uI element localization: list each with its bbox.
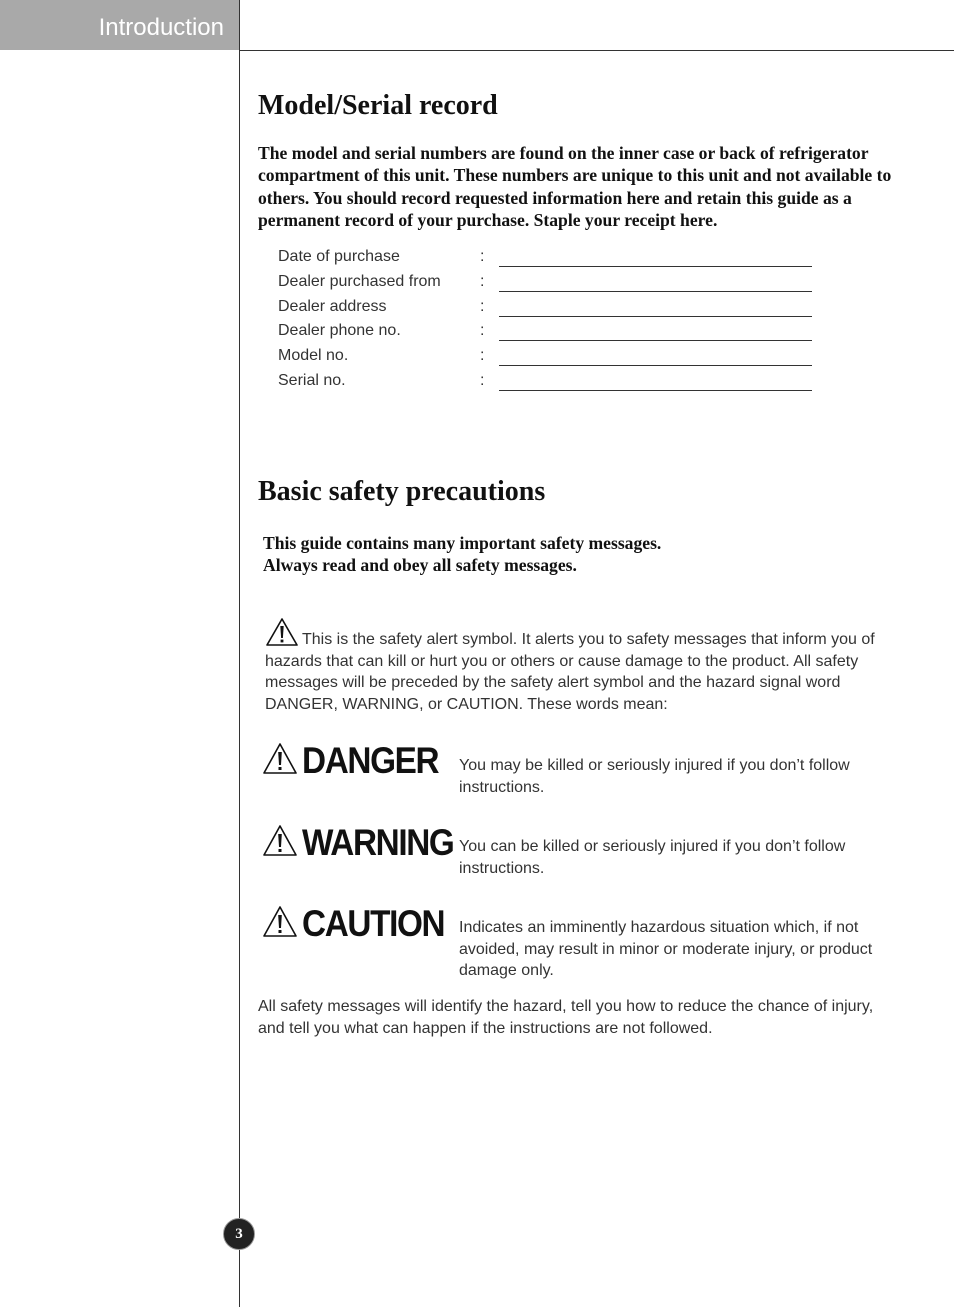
safety-intro: [263, 532, 863, 577]
signal-description-caution: Indicates an imminently hazardous situation which, if not avoided, may result in minor or moderate injury, or product damage only.: [459, 919, 873, 979]
header-divider: [239, 50, 954, 51]
record-colon: :: [480, 322, 485, 339]
record-colon: :: [480, 248, 485, 265]
safety-alert-text: This is the safety alert symbol. It alerts you to safety messages that inform you of hazards that can kill or hurt you or others or cause damage to the product. All safety messages will be preceded by the safety alert symbol and the hazard signal word DANGER, WARNING, or CAUTION. These words mean:: [265, 631, 875, 713]
record-blank-line[interactable]: [499, 390, 812, 391]
signal-description-danger: You may be killed or seriously injured if you don’t follow instructions.: [459, 757, 850, 796]
signal-word-danger: DANGER: [302, 740, 439, 781]
signal-word-caution: CAUTION: [302, 903, 445, 944]
section-tab: [0, 0, 239, 50]
record-row-serial: [278, 372, 818, 396]
signal-danger: [262, 742, 462, 786]
record-colon: :: [480, 298, 485, 315]
page-number: 3: [223, 1218, 255, 1250]
margin-divider: [239, 0, 240, 1307]
signal-warning: [262, 824, 462, 868]
record-blank-line[interactable]: [499, 340, 812, 341]
safety-intro-line: This guide contains many important safety messages.: [263, 533, 662, 553]
warning-triangle-icon: [262, 742, 298, 776]
record-row-dealer: [278, 273, 818, 297]
signal-caution: [262, 905, 462, 949]
record-blank-line[interactable]: [499, 291, 812, 292]
record-label: Dealer phone no.: [278, 322, 401, 339]
warning-triangle-icon: [262, 905, 298, 939]
signal-description-warning: You can be killed or seriously injured if you don’t follow instructions.: [459, 838, 846, 877]
record-row-date: [278, 248, 818, 272]
model-serial-heading: Model/Serial record: [258, 90, 498, 121]
record-blank-line[interactable]: [499, 266, 812, 267]
record-row-phone: [278, 322, 818, 346]
warning-triangle-icon: [262, 824, 298, 858]
safety-intro-line: Always read and obey all safety messages.: [263, 555, 577, 576]
record-row-address: [278, 298, 818, 322]
record-label: Model no.: [278, 347, 349, 364]
safety-alert-paragraph: [265, 617, 880, 715]
record-label: Serial no.: [278, 372, 346, 389]
warning-triangle-icon: [265, 617, 299, 647]
record-blank-line[interactable]: [499, 365, 812, 366]
signal-word-warning: WARNING: [302, 822, 454, 863]
safety-closing-paragraph: All safety messages will identify the hazard, tell you how to reduce the chance of injury, and tell you what can happen if the instructions are not followed.: [258, 998, 874, 1037]
record-colon: :: [480, 372, 485, 389]
section-title: Introduction: [98, 14, 224, 41]
record-row-model: [278, 347, 818, 371]
safety-heading: Basic safety precautions: [258, 476, 546, 507]
record-blank-line[interactable]: [499, 316, 812, 317]
record-colon: :: [480, 347, 485, 364]
record-label: Dealer purchased from: [278, 273, 441, 290]
model-serial-intro: The model and serial numbers are found on the inner case or back of refrigerator compartment of this unit. These numbers are unique to this unit and not available to others. You should record requested information here and retain this guide as a permanent record of your purchase. Staple your receipt here.: [258, 143, 892, 230]
record-label: Date of purchase: [278, 248, 400, 265]
record-colon: :: [480, 273, 485, 290]
record-label: Dealer address: [278, 298, 387, 315]
